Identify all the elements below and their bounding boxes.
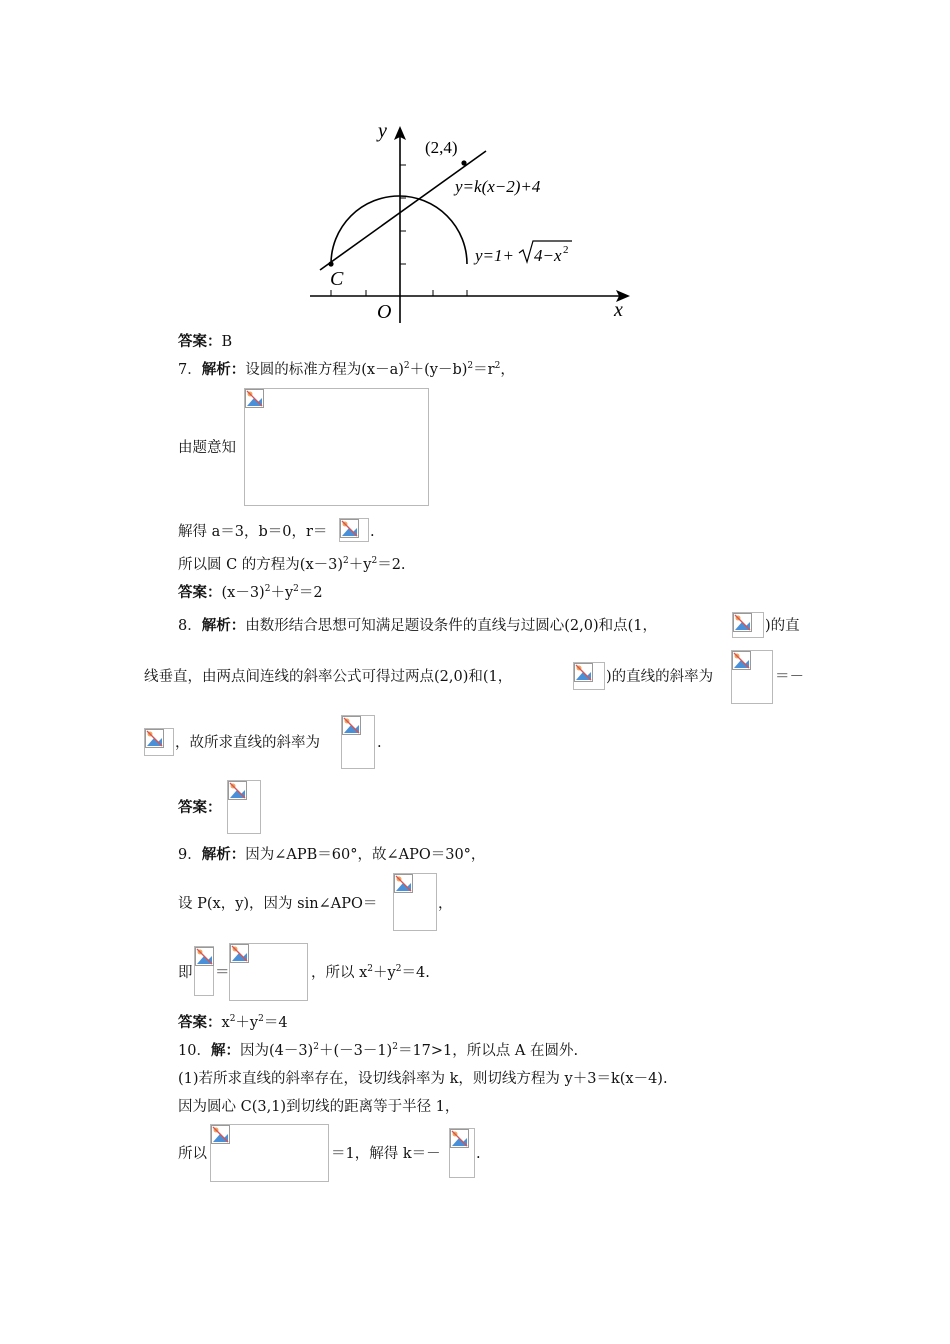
broken-image-icon (228, 781, 247, 800)
origin-label: O (377, 301, 392, 323)
broken-image-icon (340, 519, 359, 538)
q8-line1: 8．解析：由数形结合思想可知满足题设条件的直线与过圆心(2,0)和点(1， (178, 618, 657, 634)
q8-line2-end: ＝－ (775, 669, 804, 685)
broken-image-icon (732, 651, 751, 670)
point-c (328, 261, 333, 266)
q10-line1: 10．解：因为$(4-3)^2+(-3-1)^2=17>1$，所以点 A 在圆外. (178, 1042, 579, 1059)
graph-figure (0, 0, 950, 330)
q8-slope-image-placeholder (731, 650, 773, 704)
tangent-line (320, 151, 486, 270)
q7-answer: 答案：$(x-3)^2+y^2=2$ (178, 584, 323, 601)
broken-image-icon (230, 944, 249, 963)
curve-label-radicand: 4−x (534, 246, 562, 265)
q9-lhs-image-placeholder (194, 946, 214, 996)
q8-line3: ，故所求直线的斜率为 (175, 735, 320, 751)
q10-line4-end: . (476, 1146, 481, 1162)
q8-point-image-placeholder-2 (573, 662, 605, 690)
q9-rhs-image-placeholder (229, 943, 308, 1001)
r-value-image-placeholder (339, 518, 369, 542)
q8-answer-label: 答案： (178, 800, 222, 816)
q8-point-image-placeholder (732, 612, 764, 638)
q8-line2-mid: )的直线的斜率为 (606, 669, 714, 685)
semicircle-curve (331, 196, 467, 264)
broken-image-icon (574, 663, 593, 682)
curve-label-exp: 2 (563, 244, 569, 256)
curve-label-prefix: y=1+ (475, 246, 514, 265)
point-c-label: C (330, 268, 344, 290)
q9-answer: 答案：$x^2+y^2=4$ (178, 1014, 288, 1031)
broken-image-icon (245, 389, 264, 408)
q9-line2: 设 P(x，y)，因为 sin∠APO＝ (178, 896, 378, 912)
q9-sin-image-placeholder (393, 873, 437, 931)
q8-result-image-placeholder (341, 715, 375, 769)
q10-distance-image-placeholder (210, 1124, 329, 1182)
q10-k-image-placeholder (449, 1128, 475, 1178)
axis-y-label: y (378, 120, 387, 142)
equation-image-placeholder (244, 388, 429, 506)
q6-answer: 答案：B (178, 334, 233, 350)
q9-line1: 9．解析：因为∠APB＝60°，故∠APO＝30°， (178, 847, 486, 863)
q10-line3: 因为圆心 C(3,1)到切线的距离等于半径 1， (178, 1099, 460, 1115)
axis-x-label: x (614, 299, 623, 321)
broken-image-icon (733, 613, 752, 632)
q10-line2: (1)若所求直线的斜率存在，设切线斜率为 k，则切线方程为 y＋3＝k(x－4). (178, 1071, 668, 1087)
q9-line2-end: ， (438, 896, 453, 912)
q9-line3-end: ，所以 $x^2+y^2=4$. (311, 964, 430, 981)
point-top (461, 160, 466, 165)
q9-line3-eq: ＝ (215, 965, 230, 981)
q7-line4: 所以圆 C 的方程为$(x-3)^2+y^2=2$. (178, 556, 406, 573)
broken-image-icon (145, 729, 164, 748)
q7-line3: 解得 a＝3，b＝0，r＝ (178, 524, 328, 540)
q8-value-image-placeholder (144, 728, 174, 756)
broken-image-icon (211, 1125, 230, 1144)
q10-line4-start: 所以 (178, 1146, 207, 1162)
q8-line3-end: . (377, 735, 382, 751)
q7-line3-end: . (370, 524, 375, 540)
q8-answer-image-placeholder (227, 780, 261, 834)
q10-line4-mid: ＝1，解得 k＝－ (331, 1146, 441, 1162)
q7-line2: 由题意知 (178, 440, 236, 456)
broken-image-icon (394, 874, 413, 893)
line-equation-label: y=k(x−2)+4 (455, 177, 541, 196)
q7-line1: 7．解析：设圆的标准方程为$(x-a)^2+(y-b)^2=r^2$， (178, 361, 515, 378)
q9-line3-start: 即 (178, 965, 193, 981)
broken-image-icon (342, 716, 361, 735)
q8-line1-end: )的直 (765, 618, 800, 634)
broken-image-icon (195, 947, 214, 966)
broken-image-icon (450, 1129, 469, 1148)
point-top-label: (2,4) (425, 138, 458, 157)
q8-line2: 线垂直，由两点间连线的斜率公式可得过两点(2,0)和(1， (144, 669, 513, 685)
